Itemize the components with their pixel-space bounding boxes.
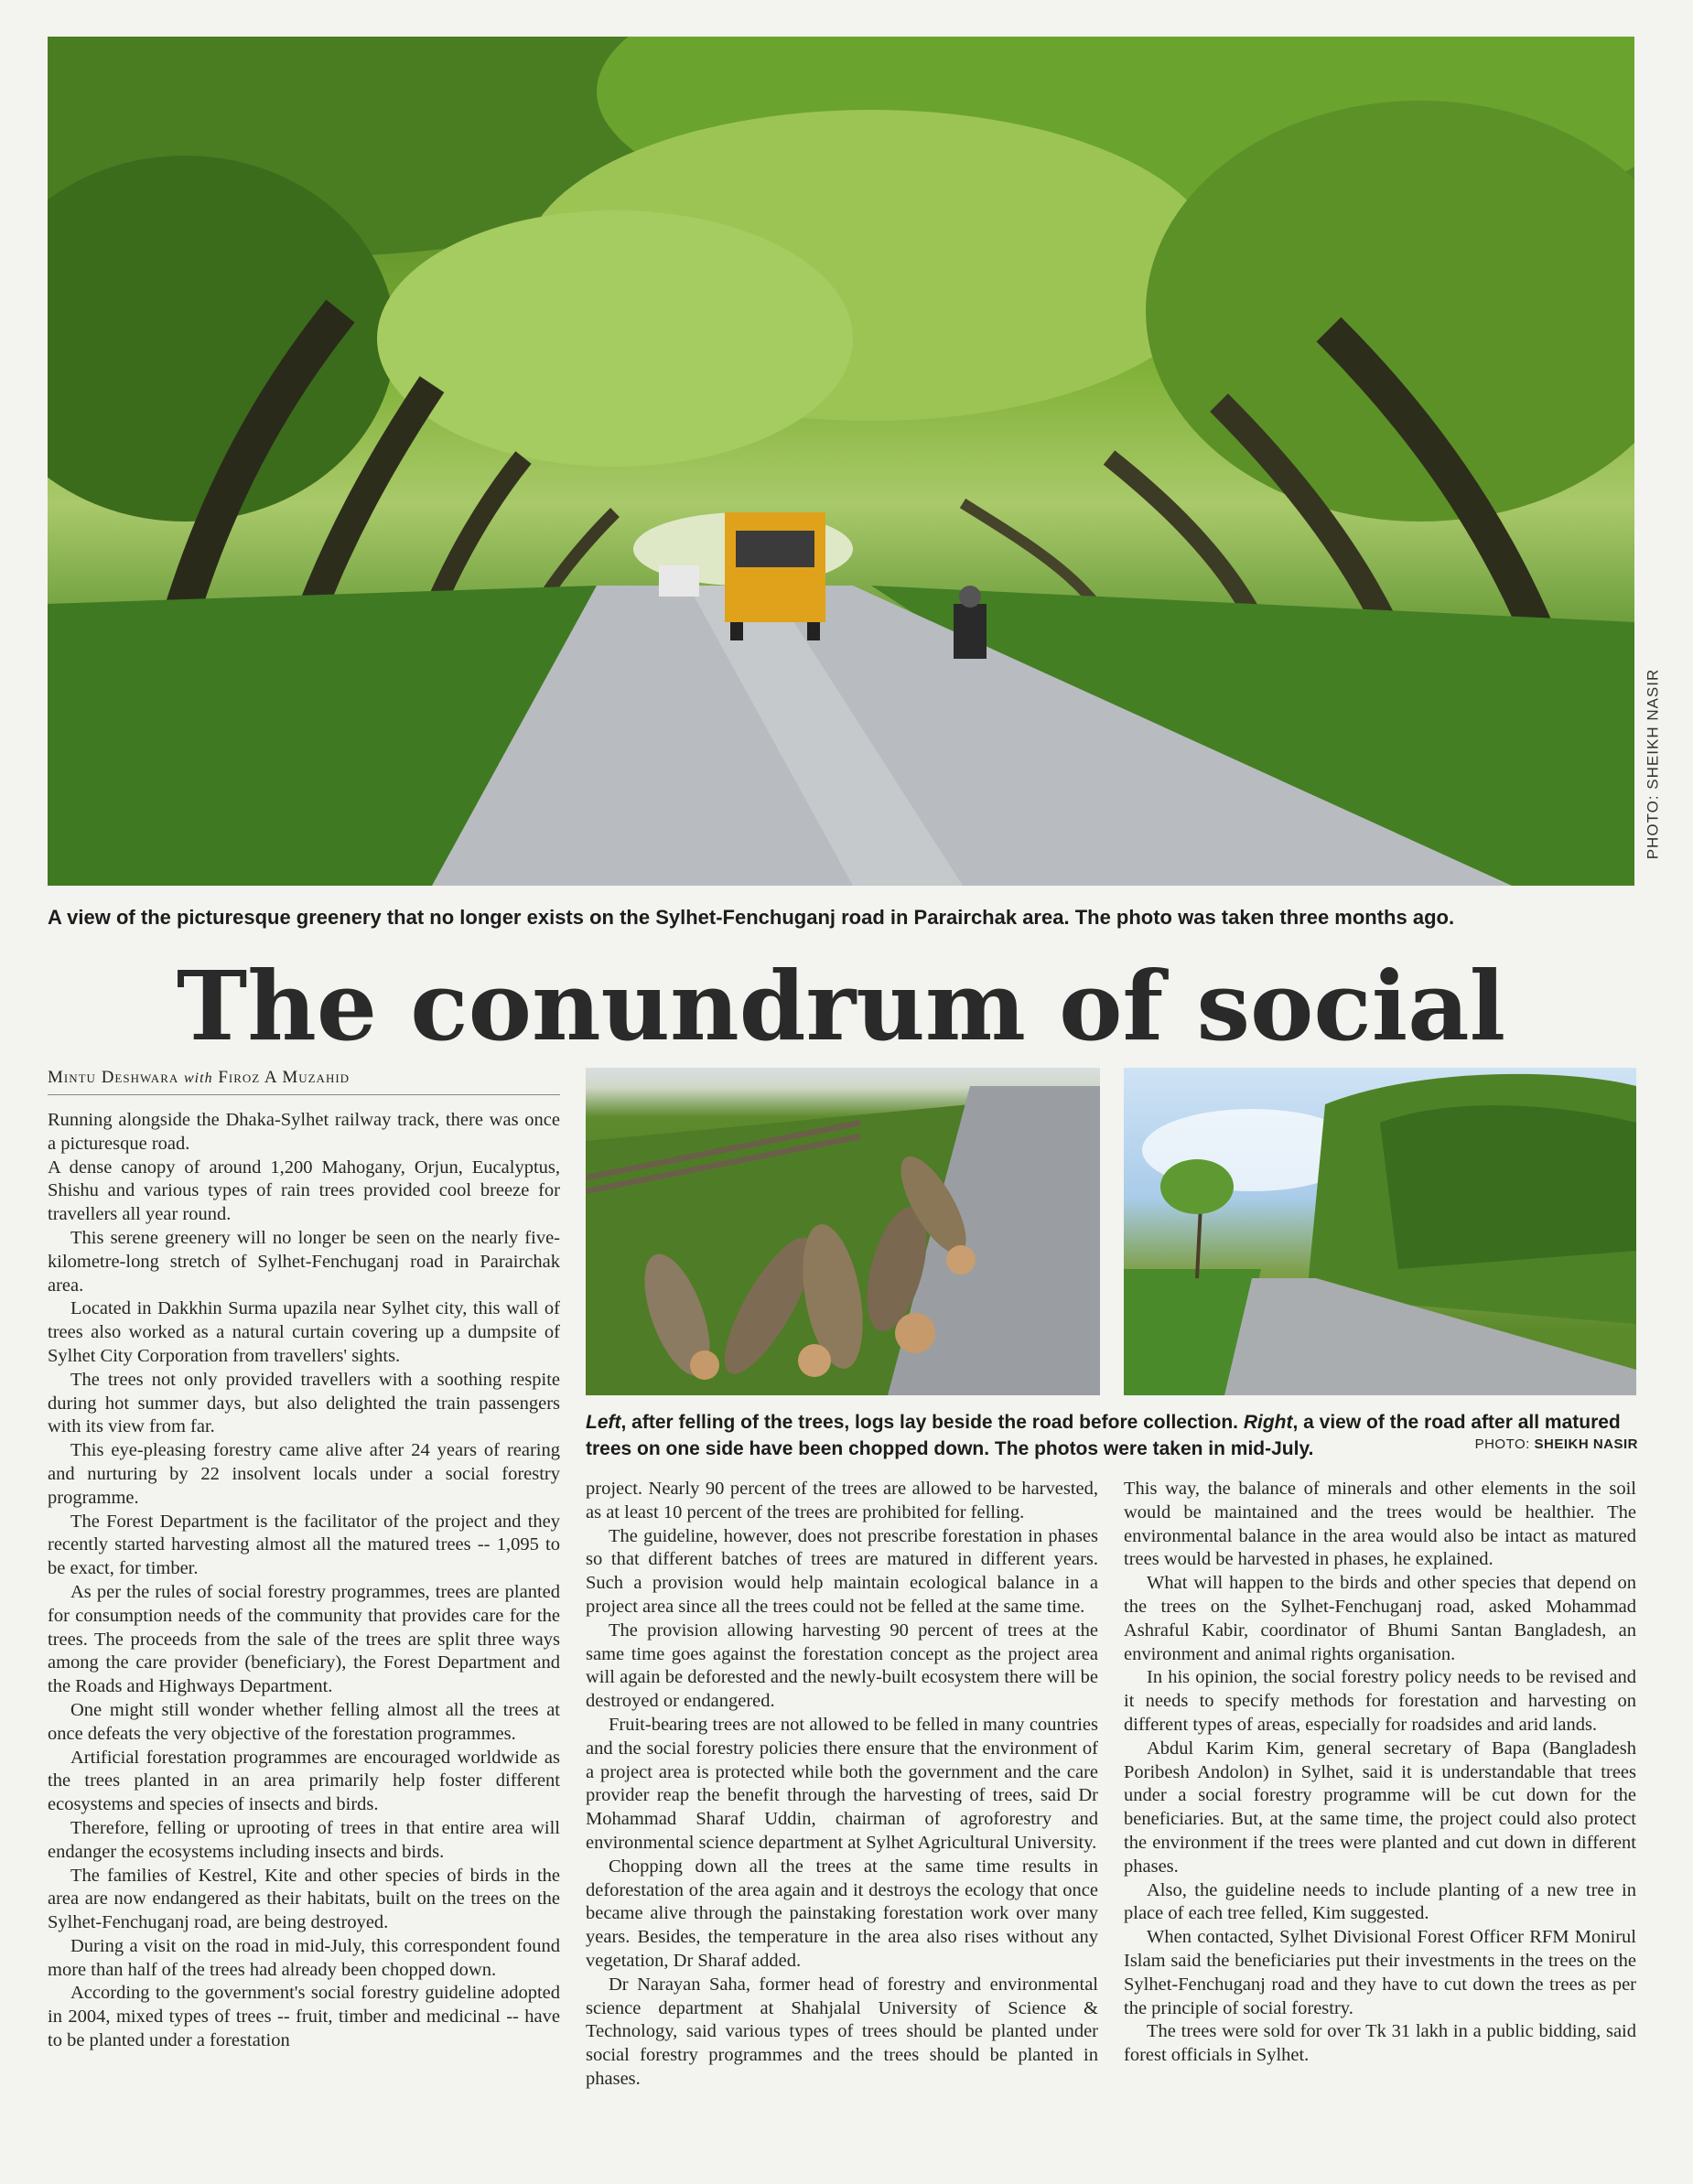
paragraph: project. Nearly 90 percent of the trees are allowed to be harvested, as at least 10 percent of the trees are prohibited for felling.: [586, 1479, 1098, 1522]
caption-text-2: , a view of the road after all matured trees on one side have been chopped down. The photos were taken in mid-July.: [586, 1412, 1621, 1459]
caption-text-1: , after felling of the trees, logs lay beside the road before collection.: [620, 1412, 1244, 1433]
byline-with: with: [184, 1070, 213, 1086]
paragraph: Fruit-bearing trees are not allowed to be felled in many countries and the social forestry policies there ensure that the environment of a project area is protected while both the government and the care provider reap the benefit through the harvesting of trees, said Dr Mohammad Sharaf Uddin, chairman of agroforestry and environmental science department at Sylhet Agricultural University.: [586, 1714, 1098, 1853]
paragraph: The guideline, however, does not prescribe forestation in phases so that different batches of trees are matured in different years. Such a provision would help maintain ecological balance in a project area since all the trees could not be felled at the same time.: [586, 1525, 1098, 1617]
paragraph: The families of Kestrel, Kite and other species of birds in the area are now endangered as their habitats, built on the trees on the Sylhet-Fenchuganj road, are being destroyed.: [48, 1865, 560, 1933]
photos-credit: [1409, 1436, 1638, 1452]
paragraph: According to the government's social forestry guideline adopted in 2004, mixed types of trees -- fruit, timber and medicinal -- have to be planted under a forestation: [48, 1983, 560, 2051]
hero-photo-credit: PHOTO: SHEIKH NASIR: [1644, 668, 1661, 860]
paragraph: The trees not only provided travellers with a soothing respite during hot summer days, but also delighted the train passengers with its view from far.: [48, 1369, 560, 1437]
paragraph: This eye-pleasing forestry came alive after 24 years of rearing and nurturing by 22 insolvent locals under a social forestry programme.: [48, 1440, 560, 1508]
paragraph: The provision allowing harvesting 90 percent of trees at the same time goes against the forestation concept as the project area will again be deforested and the newly-built ecosystem there will be destroyed or endangered.: [586, 1619, 1098, 1712]
photos-caption: [586, 1409, 1636, 1462]
paragraph: When contacted, Sylhet Divisional Forest Officer RFM Monirul Islam said the beneficiaries put their investments in the trees on the Sylhet-Fenchuganj road and they have to cut down the trees as per the principle of social forestry.: [1124, 1927, 1636, 2018]
paragraph: Therefore, felling or uprooting of trees in that entire area will endanger the ecosystems including insects and birds.: [48, 1817, 560, 1862]
article-column-1: [48, 1109, 560, 2053]
photos-credit-name: SHEIKH NASIR: [1534, 1436, 1638, 1452]
paragraph: Artificial forestation programmes are encouraged worldwide as the trees planted in an area primarily help foster different ecosystems and species of insects and birds.: [48, 1747, 560, 1815]
hero-photo-tree-canopy-road: [48, 37, 1634, 886]
caption-left-label: Left: [586, 1412, 621, 1433]
article-column-2: [586, 1478, 1098, 2092]
paragraph: The trees were sold for over Tk 31 lakh in a public bidding, said forest officials in Sylhet.: [1124, 2021, 1636, 2066]
paragraph: As per the rules of social forestry programmes, trees are planted for consumption needs of the community that provides care for the trees. The proceeds from the sale of the trees are split three ways among the care provider (beneficiary), the Forest Department and the Roads and Highways Department.: [48, 1581, 560, 1697]
hero-photo-caption: A view of the picturesque greenery that no longer exists on the Sylhet-Fenchuganj road in Parairchak area. The photo was taken three months ago.: [48, 906, 1455, 929]
paragraph: The Forest Department is the facilitator of the project and they recently started harvesting almost all the matured trees -- 1,095 to be exact, for timber.: [48, 1511, 560, 1579]
paragraph: One might still wonder whether felling almost all the trees at once defeats the very objective of the forestation programmes.: [48, 1699, 560, 1744]
paragraph: What will happen to the birds and other species that depend on the trees on the Sylhet-Fenchuganj road, asked Mohammad Ashraful Kabir, coordinator of Bhumi Santan Bangladesh, an environment and animal rights organisation.: [1124, 1573, 1636, 1664]
paragraph: A dense canopy of around 1,200 Mahogany, Orjun, Eucalyptus, Shishu and various types of rain trees provided cool breeze for travellers all year round.: [48, 1157, 560, 1225]
photos-credit-prefix: PHOTO:: [1474, 1436, 1530, 1452]
byline-author-2: Firoz A Muzahid: [218, 1068, 350, 1087]
paragraph: Abdul Karim Kim, general secretary of Bapa (Bangladesh Poribesh Andolon) in Sylhet, said it is understandable that trees under a social forestry programme will be cut down for the beneficiaries. But, at the same time, the project could also protect the environment if the trees were planted and cut down in different phases.: [1124, 1738, 1636, 1877]
paragraph: Running alongside the Dhaka-Sylhet railway track, there was once a picturesque road.: [48, 1110, 560, 1154]
photo-cleared-road: [1124, 1068, 1636, 1395]
article-column-3: [1124, 1478, 1636, 2068]
paragraph: In his opinion, the social forestry policy needs to be revised and it needs to specify methods for forestation and harvesting on different types of areas, especially for roadsides and arid lands.: [1124, 1667, 1636, 1735]
caption-right-label: Right: [1243, 1412, 1293, 1433]
paragraph: Located in Dakkhin Surma upazila near Sylhet city, this wall of trees also worked as a natural curtain covering up a dumpsite of Sylhet City Corporation from travellers' sights.: [48, 1298, 560, 1366]
byline: [48, 1068, 569, 1088]
paragraph: This way, the balance of minerals and other elements in the soil would be maintained and the trees would be healthier. The environmental balance in the area would also be intact as matured trees would be harvested in phases, he explained.: [1124, 1479, 1636, 1570]
paragraph: Dr Narayan Saha, former head of forestry and environmental science department at Shahjalal University of Science & Technology, said various types of trees should be planted under social forestry programmes and the trees should be planted in phases.: [586, 1974, 1098, 2089]
headline: The conundrum of social: [176, 950, 1506, 1062]
paragraph: During a visit on the road in mid-July, this correspondent found more than half of the trees had already been chopped down.: [48, 1935, 560, 1980]
paragraph: This serene greenery will no longer be seen on the nearly five-kilometre-long stretch of Sylhet-Fenchuganj road in Parairchak area.: [48, 1227, 560, 1296]
byline-author-1: Mintu Deshwara: [48, 1068, 179, 1087]
photo-felled-logs: [586, 1068, 1100, 1395]
paragraph: Chopping down all the trees at the same time results in deforestation of the area again and it destroys the ecology that once became alive through the painstaking forestation work over many years. Besides, the temperature in the area also rises without any vegetation, Dr Sharaf added.: [586, 1856, 1098, 1971]
paragraph: Also, the guideline needs to include planting of a new tree in place of each tree felled, Kim suggested.: [1124, 1879, 1636, 1924]
byline-divider: [48, 1094, 560, 1095]
